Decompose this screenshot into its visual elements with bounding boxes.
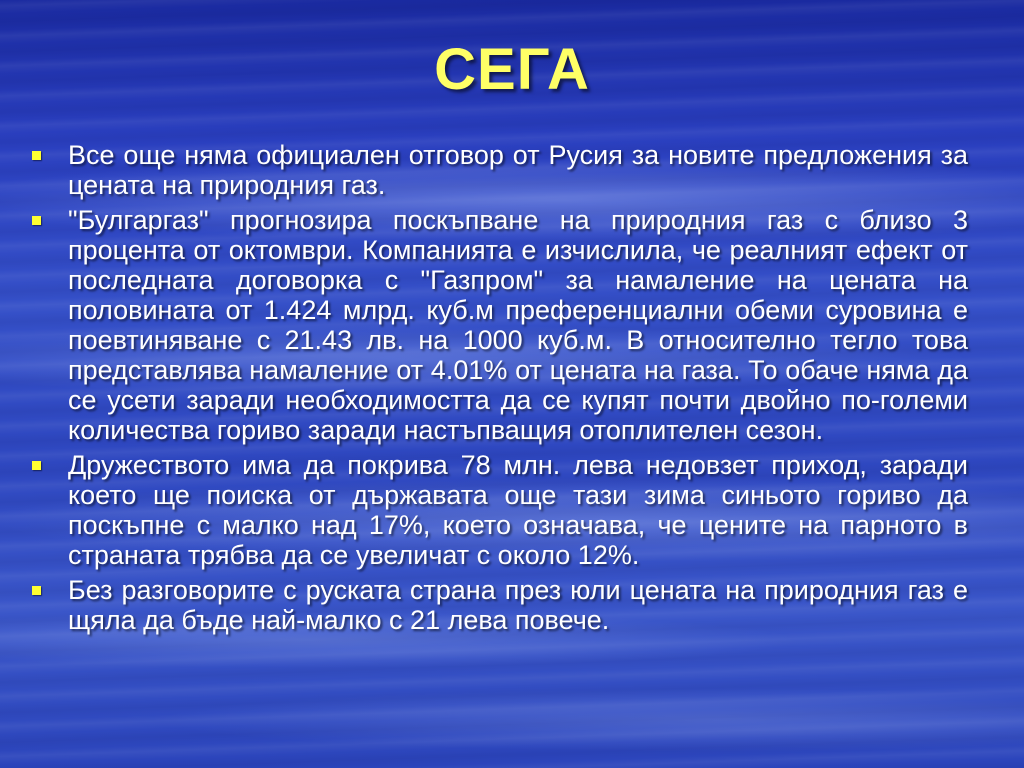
square-bullet-icon [32,216,41,225]
bullet-item [30,205,968,445]
square-bullet-icon [32,461,41,470]
bullet-item [30,140,968,200]
bullet-text: "Булгаргаз" прогнозира поскъпване на природния газ с близо 3 процента от октомври. Компанията е изчислила, че реалният ефект от последната договорка с "Газпром" за намаление на цената на половината от 1.424 млрд. куб.м преференциални обеми суровина е поевтиняване с 21.43 лв. на 1000 куб.м. В относително тегло това представлява намаление от 4.01% от цената на газа. То обаче няма да се усети заради необходимостта да се купят почти двойно по-големи количества гориво заради настъпващия отоплителен сезон. [68,205,968,445]
square-bullet-icon [32,586,41,595]
bullet-item [30,450,968,570]
bullet-list [30,140,968,640]
bullet-item [30,575,968,635]
bullet-text: Дружеството има да покрива 78 млн. лева недовзет приход, заради което ще поиска от държавата още тази зима синьото гориво да поскъпне с малко над 17%, което означава, че цените на парното в страната трябва да се увеличат с около 12%. [68,450,968,570]
bullet-text: Все още няма официален отговор от Русия за новите предложения за цената на природния газ. [68,140,968,200]
square-bullet-icon [32,151,41,160]
slide-title: СЕГА [434,37,590,102]
bullet-text: Без разговорите с руската страна през юли цената на природния газ е щяла да бъде най-малко с 21 лева повече. [68,575,968,635]
